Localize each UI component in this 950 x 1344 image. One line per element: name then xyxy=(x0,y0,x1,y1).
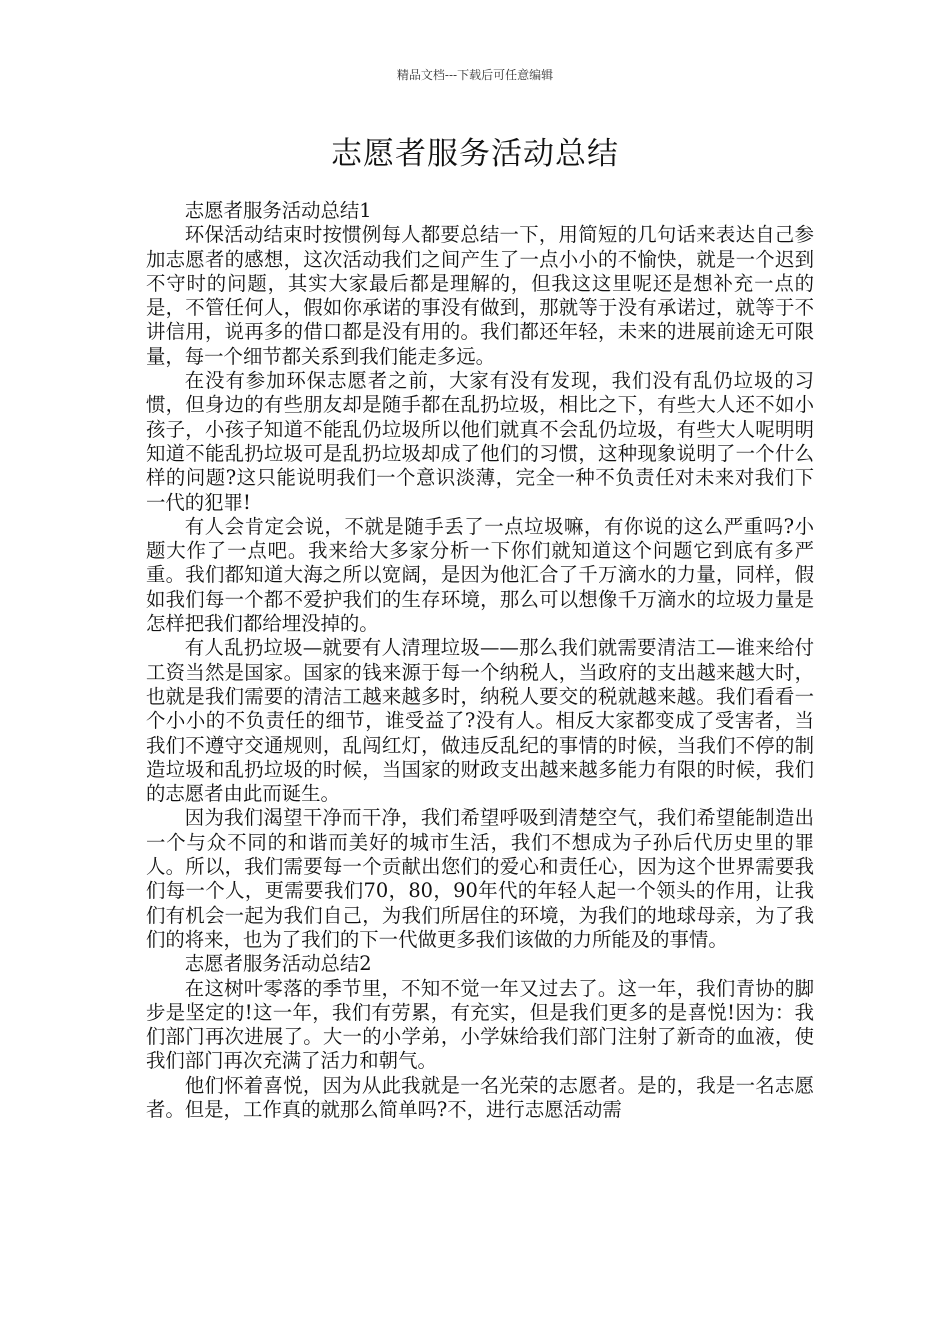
body-paragraph: 环保活动结束时按惯例每人都要总结一下，用简短的几句话来表达自己参加志愿者的感想，这次活动我们之间产生了一点小小的不愉快，就是一个迟到不守时的问题，其实大家最后都是理解的，但我这这里呢还是想补充一点的是，不管任何人，假如你承诺的事没有做到，那就等于没有承诺过，就等于不讲信用，说再多的借口都是没有用的。我们都还年轻，未来的进展前途无可限量，每一个细节都关系到我们能走多远。 xyxy=(146,223,814,368)
document-body xyxy=(146,199,814,1122)
body-paragraph: 有人乱扔垃圾—就要有人清理垃圾——那么我们就需要清洁工—谁来给付工资当然是国家。国家的钱来源于每一个纳税人，当政府的支出越来越大时，也就是我们需要的清洁工越来越多时，纳税人要交的税就越来越。我们看看一个小小的不负责任的细节，谁受益了?没有人。相反大家都变成了受害者，当我们不遵守交通规则，乱闯红灯，做违反乱纪的事情的时候，当我们不停的制造垃圾和乱扔垃圾的时候，当国家的财政支出越来越多能力有限的时候，我们的志愿者由此而诞生。 xyxy=(146,636,814,806)
body-paragraph: 因为我们渴望干净而干净，我们希望呼吸到清楚空气，我们希望能制造出一个与众不同的和谐而美好的城市生活，我们不想成为子孙后代历史里的罪人。所以，我们需要每一个贡献出您们的爱心和责任心，因为这个世界需要我们每一个人，更需要我们70，80，90年代的年轻人起一个领头的作用，让我们有机会一起为我们自己，为我们所居住的环境，为我们的地球母亲，为了我们的将来，也为了我们的下一代做更多我们该做的力所能及的事情。 xyxy=(146,806,814,951)
body-paragraph: 有人会肯定会说，不就是随手丢了一点垃圾嘛，有你说的这么严重吗?小题大作了一点吧。我来给大多家分析一下你们就知道这个问题它到底有多严重。我们都知道大海之所以宽阔，是因为他汇合了千万滴水的力量，同样，假如我们每一个都不爱护我们的生存环境，那么可以想像千万滴水的垃圾力量是怎样把我们都给埋没掉的。 xyxy=(146,514,814,636)
section-heading-1: 志愿者服务活动总结1 xyxy=(184,199,372,222)
header-note: 精品文档---下载后可任意编辑 xyxy=(396,68,554,82)
document-title: 志愿者服务活动总结 xyxy=(331,136,619,172)
section-heading-2: 志愿者服务活动总结2 xyxy=(184,952,372,976)
body-paragraph: 在没有参加环保志愿者之前，大家有没有发现，我们没有乱仍垃圾的习惯，但身边的有些朋友却是随手都在乱扔垃圾，相比之下，有些大人还不如小孩子，小孩子知道不能乱仍垃圾所以他们就真不会乱仍垃圾，有些大人呢明明知道不能乱扔垃圾可是乱扔垃圾却成了他们的习惯，这种现象说明了一个什么样的问题?这只能说明我们一个意识淡薄，完全一种不负责任对未来对我们下一代的犯罪! xyxy=(146,369,814,514)
body-paragraph: 在这树叶零落的季节里，不知不觉一年又过去了。这一年，我们青协的脚步是坚定的!这一年，我们有劳累，有充实，但是我们更多的是喜悦!因为：我们部门再次进展了。大一的小学弟，小学妹给我们部门注射了新奇的血液，使我们部门再次充满了活力和朝气。 xyxy=(146,976,814,1073)
body-paragraph: 他们怀着喜悦，因为从此我就是一名光荣的志愿者。是的，我是一名志愿者。但是，工作真的就那么简单吗?不，进行志愿活动需 xyxy=(146,1073,814,1121)
